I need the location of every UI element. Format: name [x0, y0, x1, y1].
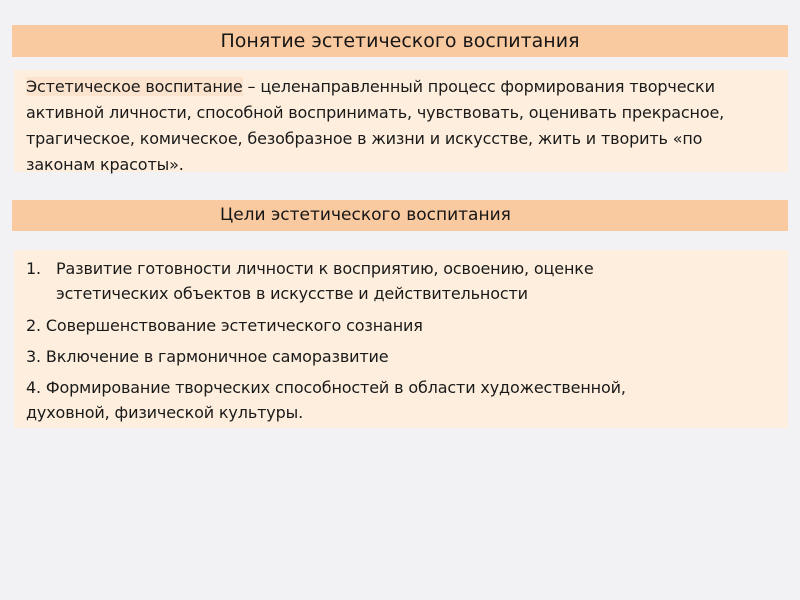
goals-heading: Цели эстетического воспитания [12, 200, 788, 231]
slide-title: Понятие эстетического воспитания [12, 25, 788, 57]
definition-text: – целенаправленный процесс формирования творчески активной личности, способной воспринимать, чувствовать, оценивать прекрасное, трагическое, комическое, безобразное в жизни и искусстве, жить и творить «по законам красоты». [26, 77, 725, 174]
goal-number: 1. [26, 259, 41, 278]
definition-panel [14, 70, 788, 172]
definition-term: Эстетическое воспитание [26, 77, 243, 96]
goal-item: 3. Включение в гармоничное саморазвитие [26, 347, 389, 366]
goal-item [26, 256, 776, 306]
goal-item: 4. Формирование творческих способностей в области художественной, духовной, физической культуры. [26, 378, 626, 422]
goals-panel [14, 250, 788, 428]
goal-item: 2. Совершенствование эстетического сознания [26, 316, 423, 335]
goal-text: Развитие готовности личности к восприятию, освоению, оценке эстетических объектов в искусстве и действительности [56, 259, 594, 303]
